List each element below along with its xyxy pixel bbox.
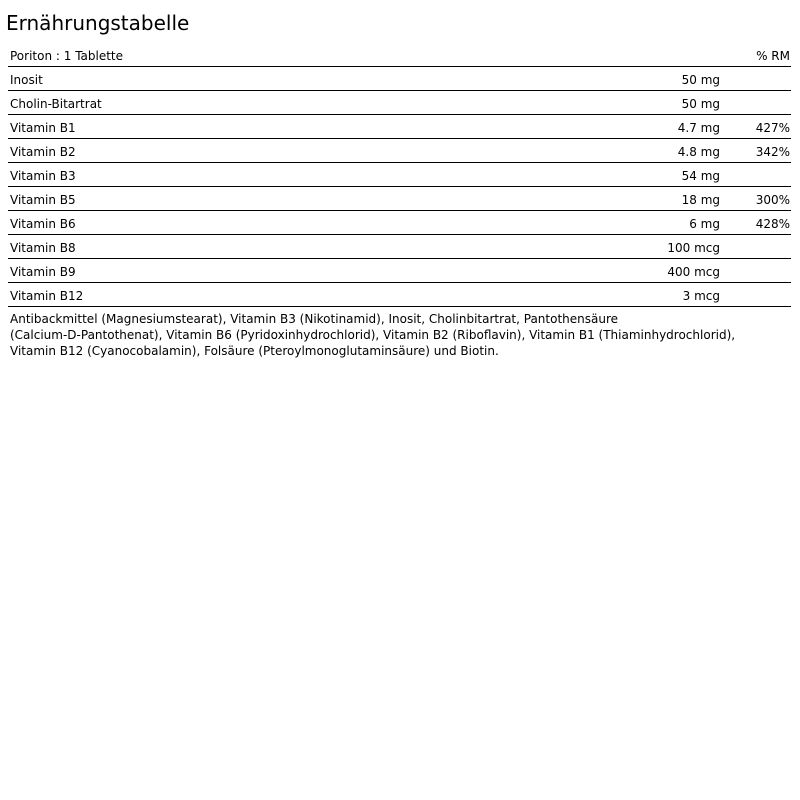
table-row [8, 163, 791, 187]
nutrient-name: Vitamin B3 [10, 169, 76, 183]
nutrient-name: Cholin-Bitartrat [10, 97, 102, 111]
nutrient-amount: 100 mcg [667, 241, 720, 255]
table-row [8, 91, 791, 115]
table-header-row [8, 43, 791, 67]
page-title: Ernährungstabelle [6, 11, 190, 35]
table-row [8, 115, 791, 139]
nutrient-amount: 50 mg [681, 97, 720, 111]
ingredients-line: (Calcium-D-Pantothenat), Vitamin B6 (Pyridoxinhydrochlorid), Vitamin B2 (Riboflavin), Vitamin B1 (Thiaminhydrochlorid), [10, 328, 736, 342]
nutrient-name: Vitamin B5 [10, 193, 76, 207]
nutrition-table [8, 43, 791, 307]
nutrient-amount: 3 mcg [682, 289, 720, 303]
nutrient-name: Vitamin B12 [10, 289, 84, 303]
serving-size-label: Poriton : 1 Tablette [10, 49, 124, 63]
nutrient-name: Inosit [10, 73, 43, 87]
nutrient-amount: 54 mg [681, 169, 720, 183]
table-row [8, 187, 791, 211]
table-row [8, 259, 791, 283]
table-row [8, 235, 791, 259]
nutrient-rm: 300% [755, 193, 790, 207]
nutrient-rm: 342% [755, 145, 790, 159]
nutrient-amount: 50 mg [681, 73, 720, 87]
rm-column-header: % RM [756, 49, 790, 63]
table-row [8, 283, 791, 307]
nutrient-amount: 4.7 mg [677, 121, 720, 135]
table-row [8, 67, 791, 91]
nutrient-name: Vitamin B8 [10, 241, 76, 255]
table-row [8, 139, 791, 163]
nutrient-rm: 428% [755, 217, 790, 231]
table-row [8, 211, 791, 235]
nutrient-amount: 4.8 mg [677, 145, 720, 159]
ingredients-line: Antibackmittel (Magnesiumstearat), Vitamin B3 (Nikotinamid), Inosit, Cholinbitartrat, Pantothensäure [10, 312, 619, 326]
nutrient-name: Vitamin B1 [10, 121, 76, 135]
ingredients-text [10, 311, 770, 359]
nutrient-name: Vitamin B2 [10, 145, 76, 159]
ingredients-line: Vitamin B12 (Cyanocobalamin), Folsäure (Pteroylmonoglutaminsäure) und Biotin. [10, 344, 499, 358]
nutrient-name: Vitamin B9 [10, 265, 76, 279]
nutrient-rm: 427% [755, 121, 790, 135]
nutrient-amount: 18 mg [681, 193, 720, 207]
nutrient-amount: 400 mcg [667, 265, 720, 279]
nutrient-amount: 6 mg [689, 217, 720, 231]
nutrient-name: Vitamin B6 [10, 217, 76, 231]
